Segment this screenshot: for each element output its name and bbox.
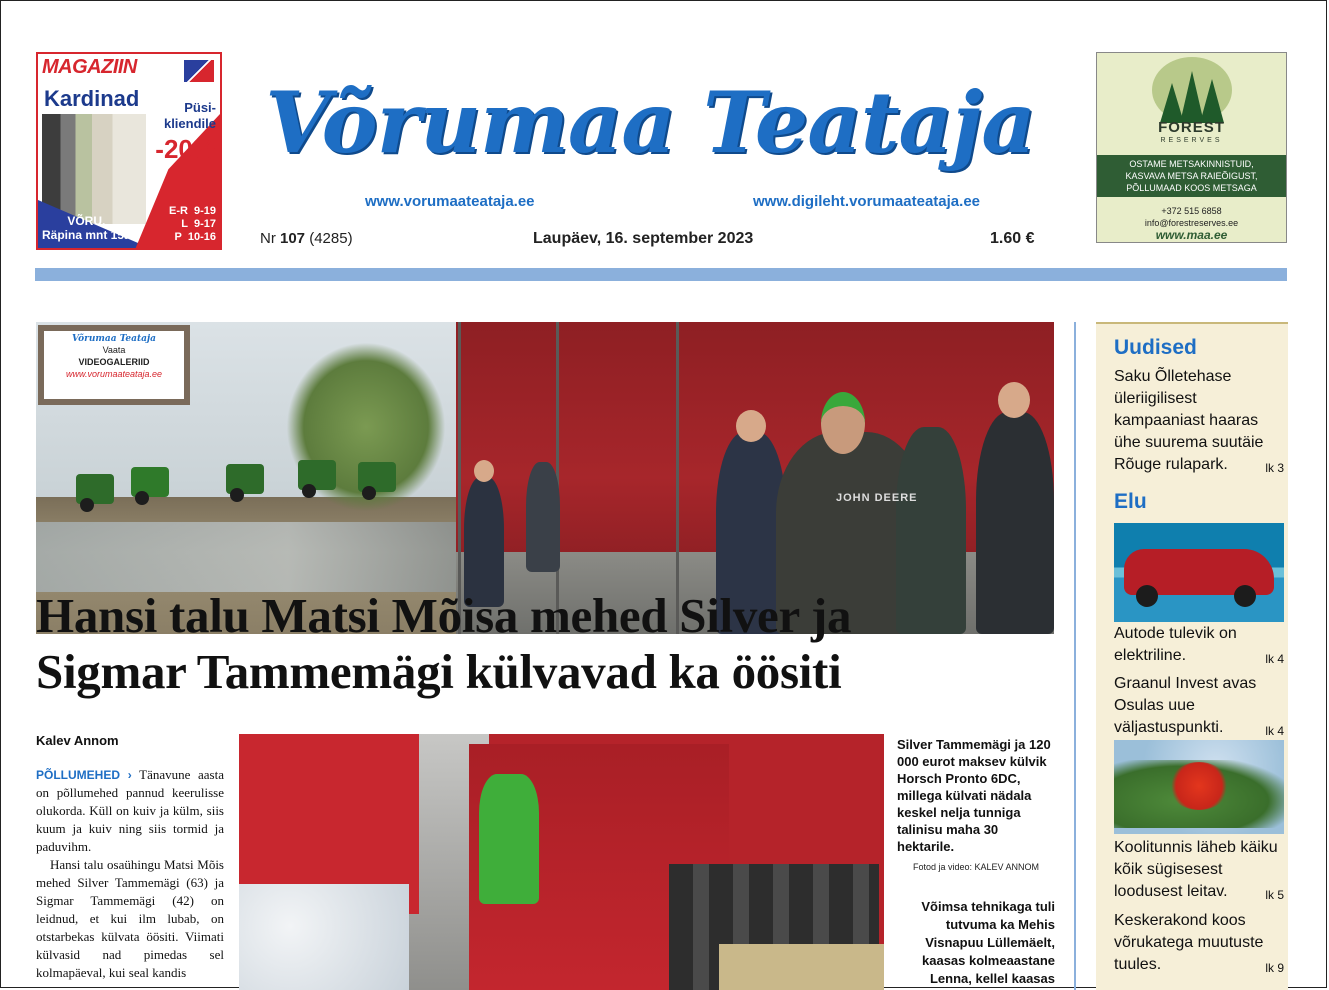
badge-url[interactable]: www.vorumaateataja.ee [65,369,163,379]
jacket-logo: JOHN DEERE [836,492,918,504]
section-heading-elu[interactable]: Elu [1114,490,1147,513]
sidebar-elu-item[interactable]: Autode tulevik on elektriline. lk 4 [1114,623,1284,670]
masthead-urls [365,193,980,210]
page-reference: lk 4 [1265,724,1284,738]
magaziin-advertisement[interactable] [36,52,222,250]
ad-title: Kardinad [44,86,140,111]
ad-offer-band: OSTAME METSAKINNISTUID, KASVAVA METSA RAIEÕIGUST, PÕLLUMAAD KOOS METSAGA [1097,155,1286,197]
lead-headline[interactable]: Hansi talu Matsi Mõisa mehed Silver ja Sigmar Tammemägi külvavad ka öösiti [36,588,852,699]
ad-discount: -20% [155,134,216,164]
ad-flag-icon [184,60,214,82]
sidebar-elu-item[interactable]: Keskerakond koos võrukategа muutuste tuules. lk 9 [1114,910,1284,979]
rowan-berry-photo[interactable] [1114,740,1284,834]
photo-credit: Fotod ja video: KALEV ANNOM [913,862,1040,872]
page-reference: lk 4 [1265,652,1284,666]
ad-opening-hours: E-R 9-19 L 9-17 P 10-16 [169,205,216,243]
newspaper-logo[interactable]: Võrumaa Teataja [265,73,1035,172]
issue-price: 1.60 € [990,230,1035,247]
seeder-photo[interactable] [239,734,884,990]
ad-website[interactable]: www.maa.ee [1155,228,1228,242]
ad-company-name: FOREST [1158,119,1225,136]
website-link[interactable]: www.vorumaateataja.ee [365,193,535,210]
issue-date: Laupäev, 16. september 2023 [533,230,754,247]
photo-caption: Silver Tammemägi ja 120 000 eurot maksev külvik Horsch Pronto 6DC, millega külvati nädala keskel nelja tunniga talinisu maha 30 hektarile. [897,737,1051,854]
sidebar-news-item[interactable]: Saku Õlletehase üleriigilisest kampaaniast haaras ühe suurema suutäie Rõuge rulapark. lk 3 [1114,366,1284,479]
article-author: Kalev Annom [36,733,119,748]
page-reference: lk 9 [1265,961,1284,975]
article-kicker: PÕLLUMEHED › [36,768,132,782]
sidebar-elu-item[interactable]: Koolitunnis läheb käiku kõik sügisesest loodusest leitav. lk 5 [1114,837,1284,906]
forest-reserves-advertisement[interactable] [1096,52,1287,243]
masthead [265,58,1035,193]
sidebar-elu-item[interactable]: Graanul Invest avas Osulas uue väljastuspunkti. lk 4 [1114,673,1284,742]
issue-number: Nr 107 (4285) [260,230,353,247]
badge-logo: Võrumaa Teataja [71,334,157,344]
article-body: PÕLLUMEHED › Tänavune aasta on põllumehed pannud keerulisse olukorda. Küll on kuiv ja külm, siis kuum ja kuiv ning siis tormid ja paduvihm. Hansi talu osaühingu Matsi Mõis mehed Silver Tammemägi (63) ja Sigmar Tammemägi (42) on leidnud, et kui ilm lubab, on otstarbekas külvata öösiti. Viimati külvasid nad pimedas sel kolmapäeval, kui seal kandis [36,767,224,980]
section-heading-uudised[interactable]: Uudised [1114,336,1197,359]
badge-line2: VIDEOGALERIID [78,357,150,367]
ad-contact: +372 515 6858 info@forestreserves.ee [1144,206,1239,228]
masthead-divider [35,268,1287,281]
video-gallery-badge[interactable] [38,325,190,405]
ad-loyalty-text: Püsi- kliendile [163,100,216,131]
page-reference: lk 3 [1265,461,1284,475]
column-divider [1074,322,1076,990]
forest-logo-icon [1152,57,1232,123]
curtains-image [42,114,146,224]
car-photo[interactable] [1114,523,1284,622]
ad-address: VÕRU, Räpina mnt 15a [42,214,131,242]
ad-company-sub: RESERVES [1160,137,1223,144]
page-reference: lk 5 [1265,888,1284,902]
badge-line1: Vaata [102,345,126,355]
digital-edition-link[interactable]: www.digileht.vorumaateataja.ee [752,193,980,210]
secondary-caption: Võimsa tehnikaga tuli tutvuma ka Mehis Visnapuu Lüllemäelt, kaasas kolmeaastane Lenna, kellel kaasas [921,899,1055,986]
ad-brand: MAGAZIIN [42,56,137,78]
